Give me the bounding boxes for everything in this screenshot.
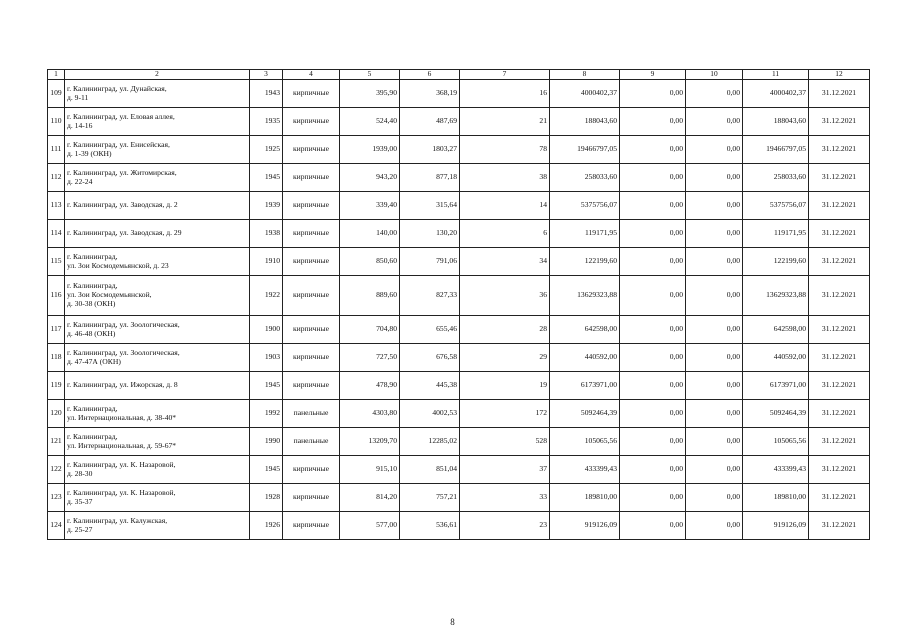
cell-wall-material: кирпичные xyxy=(283,220,340,248)
cell-wall-material: кирпичные xyxy=(283,372,340,400)
cell-col-7: 36 xyxy=(460,276,550,316)
cell-col-9: 0,00 xyxy=(620,164,686,192)
cell-row-number: 115 xyxy=(48,248,65,276)
address-line: г. Калининград, ул. К. Назаровой, xyxy=(67,487,176,497)
cell-deadline-date: 31.12.2021 xyxy=(809,80,870,108)
column-header-1: 1 xyxy=(48,70,65,80)
cell-col-8: 919126,09 xyxy=(550,512,620,540)
column-header-7: 7 xyxy=(460,70,550,80)
cell-deadline-date: 31.12.2021 xyxy=(809,248,870,276)
cell-wall-material: кирпичные xyxy=(283,80,340,108)
address-line: г. Калининград, ул. Ижорская, д. 8 xyxy=(67,380,178,390)
cell-col-9: 0,00 xyxy=(620,220,686,248)
cell-col-6: 877,18 xyxy=(400,164,460,192)
address-line: г. Калининград, ул. Зоологическая, xyxy=(67,319,180,329)
cell-col-5: 339,40 xyxy=(340,192,400,220)
cell-col-8: 642598,00 xyxy=(550,316,620,344)
address-line: г. Калининград, xyxy=(67,431,118,441)
table-row xyxy=(48,512,870,540)
address-line: д. 47-47А (ОКН) xyxy=(67,356,121,366)
cell-col-11: 642598,00 xyxy=(743,316,809,344)
cell-col-8: 258033,60 xyxy=(550,164,620,192)
cell-col-5: 727,50 xyxy=(340,344,400,372)
cell-col-7: 28 xyxy=(460,316,550,344)
cell-col-7: 23 xyxy=(460,512,550,540)
cell-col-10: 0,00 xyxy=(686,372,743,400)
cell-year-built: 1938 xyxy=(250,220,283,248)
cell-col-5: 140,00 xyxy=(340,220,400,248)
cell-col-11: 258033,60 xyxy=(743,164,809,192)
cell-wall-material: кирпичные xyxy=(283,276,340,316)
cell-deadline-date: 31.12.2021 xyxy=(809,428,870,456)
cell-col-11: 433399,43 xyxy=(743,456,809,484)
cell-wall-material: кирпичные xyxy=(283,108,340,136)
cell-wall-material: кирпичные xyxy=(283,164,340,192)
cell-col-11: 189810,00 xyxy=(743,484,809,512)
cell-col-8: 189810,00 xyxy=(550,484,620,512)
housing-table xyxy=(47,69,870,540)
cell-address xyxy=(65,456,250,484)
cell-address xyxy=(65,136,250,164)
cell-deadline-date: 31.12.2021 xyxy=(809,400,870,428)
cell-year-built: 1945 xyxy=(250,456,283,484)
address-line: д. 9-11 xyxy=(67,92,89,102)
cell-deadline-date: 31.12.2021 xyxy=(809,164,870,192)
cell-year-built: 1926 xyxy=(250,512,283,540)
table-row xyxy=(48,220,870,248)
cell-address xyxy=(65,220,250,248)
cell-row-number: 110 xyxy=(48,108,65,136)
cell-col-9: 0,00 xyxy=(620,456,686,484)
cell-wall-material: кирпичные xyxy=(283,512,340,540)
cell-row-number: 116 xyxy=(48,276,65,316)
cell-year-built: 1945 xyxy=(250,164,283,192)
cell-col-9: 0,00 xyxy=(620,428,686,456)
cell-col-8: 5375756,07 xyxy=(550,192,620,220)
cell-col-8: 105065,56 xyxy=(550,428,620,456)
cell-col-5: 13209,70 xyxy=(340,428,400,456)
address-line: г. Калининград, ул. Дунайская, xyxy=(67,83,167,93)
cell-address xyxy=(65,80,250,108)
cell-address xyxy=(65,344,250,372)
cell-wall-material: кирпичные xyxy=(283,456,340,484)
cell-row-number: 113 xyxy=(48,192,65,220)
column-header-6: 6 xyxy=(400,70,460,80)
address-line: г. Калининград, ул. К. Назаровой, xyxy=(67,459,176,469)
cell-col-7: 19 xyxy=(460,372,550,400)
cell-col-8: 122199,60 xyxy=(550,248,620,276)
address-line: ул. Зои Космодемьянской, д. 23 xyxy=(67,260,169,270)
cell-deadline-date: 31.12.2021 xyxy=(809,456,870,484)
column-header-11: 11 xyxy=(743,70,809,80)
cell-col-6: 315,64 xyxy=(400,192,460,220)
cell-col-5: 889,60 xyxy=(340,276,400,316)
cell-row-number: 112 xyxy=(48,164,65,192)
cell-col-9: 0,00 xyxy=(620,316,686,344)
table-row xyxy=(48,248,870,276)
cell-col-6: 655,46 xyxy=(400,316,460,344)
cell-wall-material: кирпичные xyxy=(283,192,340,220)
cell-col-5: 4303,80 xyxy=(340,400,400,428)
cell-col-9: 0,00 xyxy=(620,108,686,136)
cell-deadline-date: 31.12.2021 xyxy=(809,108,870,136)
cell-year-built: 1945 xyxy=(250,372,283,400)
cell-year-built: 1925 xyxy=(250,136,283,164)
cell-wall-material: панельные xyxy=(283,400,340,428)
cell-col-11: 4000402,37 xyxy=(743,80,809,108)
cell-col-10: 0,00 xyxy=(686,456,743,484)
cell-address xyxy=(65,316,250,344)
cell-address xyxy=(65,372,250,400)
column-header-9: 9 xyxy=(620,70,686,80)
address-line: ул. Интернациональная, д. 59-67* xyxy=(67,440,177,450)
table-row xyxy=(48,108,870,136)
address-line: д. 46-48 (ОКН) xyxy=(67,328,116,338)
address-line: д. 22-24 xyxy=(67,176,93,186)
cell-col-5: 524,40 xyxy=(340,108,400,136)
cell-col-10: 0,00 xyxy=(686,220,743,248)
cell-deadline-date: 31.12.2021 xyxy=(809,344,870,372)
cell-row-number: 111 xyxy=(48,136,65,164)
cell-col-6: 536,61 xyxy=(400,512,460,540)
cell-col-5: 478,90 xyxy=(340,372,400,400)
table-row xyxy=(48,136,870,164)
cell-year-built: 1935 xyxy=(250,108,283,136)
cell-col-11: 5092464,39 xyxy=(743,400,809,428)
cell-wall-material: кирпичные xyxy=(283,344,340,372)
cell-col-7: 34 xyxy=(460,248,550,276)
cell-year-built: 1990 xyxy=(250,428,283,456)
cell-col-9: 0,00 xyxy=(620,276,686,316)
cell-col-5: 704,80 xyxy=(340,316,400,344)
cell-address xyxy=(65,400,250,428)
cell-col-7: 38 xyxy=(460,164,550,192)
address-line: г. Калининград, ул. Заводская, д. 2 xyxy=(67,200,178,210)
cell-year-built: 1939 xyxy=(250,192,283,220)
cell-col-9: 0,00 xyxy=(620,80,686,108)
cell-col-6: 487,69 xyxy=(400,108,460,136)
address-line: г. Калининград, ул. Житомирская, xyxy=(67,167,177,177)
address-line: г. Калининград, ул. Заводская, д. 29 xyxy=(67,228,182,238)
cell-col-10: 0,00 xyxy=(686,276,743,316)
table-body xyxy=(48,80,870,540)
cell-year-built: 1910 xyxy=(250,248,283,276)
column-header-8: 8 xyxy=(550,70,620,80)
cell-col-11: 122199,60 xyxy=(743,248,809,276)
cell-col-11: 19466797,05 xyxy=(743,136,809,164)
cell-col-7: 29 xyxy=(460,344,550,372)
cell-col-7: 16 xyxy=(460,80,550,108)
address-line: г. Калининград, ул. Енисейская, xyxy=(67,139,170,149)
cell-year-built: 1922 xyxy=(250,276,283,316)
cell-wall-material: кирпичные xyxy=(283,248,340,276)
cell-col-10: 0,00 xyxy=(686,484,743,512)
cell-col-7: 21 xyxy=(460,108,550,136)
cell-col-10: 0,00 xyxy=(686,192,743,220)
cell-address xyxy=(65,428,250,456)
cell-col-6: 851,04 xyxy=(400,456,460,484)
table-row xyxy=(48,344,870,372)
cell-col-7: 14 xyxy=(460,192,550,220)
cell-col-10: 0,00 xyxy=(686,428,743,456)
address-line: д. 1-39 (ОКН) xyxy=(67,148,112,158)
cell-row-number: 117 xyxy=(48,316,65,344)
cell-col-7: 78 xyxy=(460,136,550,164)
cell-col-11: 6173971,00 xyxy=(743,372,809,400)
address-line: д. 28-30 xyxy=(67,468,93,478)
table-row xyxy=(48,372,870,400)
cell-col-10: 0,00 xyxy=(686,248,743,276)
table-row xyxy=(48,484,870,512)
table-row xyxy=(48,316,870,344)
cell-col-8: 433399,43 xyxy=(550,456,620,484)
cell-col-10: 0,00 xyxy=(686,316,743,344)
cell-col-5: 943,20 xyxy=(340,164,400,192)
cell-col-5: 915,10 xyxy=(340,456,400,484)
cell-row-number: 119 xyxy=(48,372,65,400)
cell-col-5: 850,60 xyxy=(340,248,400,276)
cell-year-built: 1943 xyxy=(250,80,283,108)
cell-row-number: 124 xyxy=(48,512,65,540)
cell-col-11: 13629323,88 xyxy=(743,276,809,316)
cell-row-number: 118 xyxy=(48,344,65,372)
cell-wall-material: панельные xyxy=(283,428,340,456)
cell-col-7: 172 xyxy=(460,400,550,428)
page-number: 8 xyxy=(450,617,455,627)
cell-wall-material: кирпичные xyxy=(283,136,340,164)
cell-col-10: 0,00 xyxy=(686,136,743,164)
cell-address xyxy=(65,484,250,512)
cell-year-built: 1900 xyxy=(250,316,283,344)
cell-row-number: 109 xyxy=(48,80,65,108)
column-header-4: 4 xyxy=(283,70,340,80)
cell-col-5: 1939,00 xyxy=(340,136,400,164)
column-header-10: 10 xyxy=(686,70,743,80)
cell-col-6: 4002,53 xyxy=(400,400,460,428)
cell-col-11: 919126,09 xyxy=(743,512,809,540)
cell-deadline-date: 31.12.2021 xyxy=(809,220,870,248)
cell-col-9: 0,00 xyxy=(620,248,686,276)
cell-year-built: 1903 xyxy=(250,344,283,372)
cell-col-10: 0,00 xyxy=(686,108,743,136)
cell-col-6: 12285,02 xyxy=(400,428,460,456)
cell-deadline-date: 31.12.2021 xyxy=(809,512,870,540)
cell-col-9: 0,00 xyxy=(620,400,686,428)
address-line: ул. Зои Космодемьянской, xyxy=(67,290,152,300)
cell-col-9: 0,00 xyxy=(620,512,686,540)
cell-address xyxy=(65,192,250,220)
cell-address xyxy=(65,512,250,540)
table-row xyxy=(48,400,870,428)
cell-col-5: 577,00 xyxy=(340,512,400,540)
cell-deadline-date: 31.12.2021 xyxy=(809,276,870,316)
cell-col-11: 188043,60 xyxy=(743,108,809,136)
cell-deadline-date: 31.12.2021 xyxy=(809,372,870,400)
column-header-12: 12 xyxy=(809,70,870,80)
address-line: г. Калининград, ул. Еловая аллея, xyxy=(67,111,175,121)
address-line: ул. Интернациональная, д. 38-40* xyxy=(67,412,177,422)
cell-deadline-date: 31.12.2021 xyxy=(809,136,870,164)
address-line: д. 25-27 xyxy=(67,524,93,534)
cell-row-number: 120 xyxy=(48,400,65,428)
cell-col-6: 1803,27 xyxy=(400,136,460,164)
cell-address xyxy=(65,164,250,192)
cell-col-7: 33 xyxy=(460,484,550,512)
cell-col-8: 4000402,37 xyxy=(550,80,620,108)
cell-col-6: 791,06 xyxy=(400,248,460,276)
cell-address xyxy=(65,276,250,316)
cell-col-8: 19466797,05 xyxy=(550,136,620,164)
cell-col-9: 0,00 xyxy=(620,192,686,220)
cell-col-11: 440592,00 xyxy=(743,344,809,372)
cell-col-8: 6173971,00 xyxy=(550,372,620,400)
table-row xyxy=(48,80,870,108)
cell-col-10: 0,00 xyxy=(686,344,743,372)
cell-deadline-date: 31.12.2021 xyxy=(809,316,870,344)
column-header-3: 3 xyxy=(250,70,283,80)
cell-col-9: 0,00 xyxy=(620,372,686,400)
cell-col-7: 37 xyxy=(460,456,550,484)
cell-address xyxy=(65,108,250,136)
cell-col-7: 528 xyxy=(460,428,550,456)
cell-col-6: 827,33 xyxy=(400,276,460,316)
cell-address xyxy=(65,248,250,276)
cell-col-8: 5092464,39 xyxy=(550,400,620,428)
header-row xyxy=(48,70,870,80)
cell-year-built: 1928 xyxy=(250,484,283,512)
cell-col-9: 0,00 xyxy=(620,136,686,164)
address-line: г. Калининград, ул. Зоологическая, xyxy=(67,347,180,357)
cell-row-number: 123 xyxy=(48,484,65,512)
address-line: г. Калининград, xyxy=(67,403,118,413)
address-line: г. Калининград, xyxy=(67,251,118,261)
table-row xyxy=(48,456,870,484)
cell-col-10: 0,00 xyxy=(686,80,743,108)
address-line: г. Калининград, ул. Калужская, xyxy=(67,515,168,525)
cell-col-6: 676,58 xyxy=(400,344,460,372)
cell-col-11: 5375756,07 xyxy=(743,192,809,220)
cell-col-6: 445,38 xyxy=(400,372,460,400)
cell-deadline-date: 31.12.2021 xyxy=(809,192,870,220)
cell-wall-material: кирпичные xyxy=(283,316,340,344)
cell-col-6: 368,19 xyxy=(400,80,460,108)
cell-col-8: 188043,60 xyxy=(550,108,620,136)
address-line: д. 35-37 xyxy=(67,496,93,506)
cell-col-8: 13629323,88 xyxy=(550,276,620,316)
cell-col-11: 105065,56 xyxy=(743,428,809,456)
cell-row-number: 122 xyxy=(48,456,65,484)
cell-wall-material: кирпичные xyxy=(283,484,340,512)
address-line: д. 14-16 xyxy=(67,120,93,130)
cell-col-5: 395,90 xyxy=(340,80,400,108)
cell-col-8: 119171,95 xyxy=(550,220,620,248)
cell-col-10: 0,00 xyxy=(686,512,743,540)
cell-col-6: 130,20 xyxy=(400,220,460,248)
table-row xyxy=(48,192,870,220)
cell-year-built: 1992 xyxy=(250,400,283,428)
address-line: д. 30-38 (ОКН) xyxy=(67,298,116,308)
table-row xyxy=(48,276,870,316)
address-line: г. Калининград, xyxy=(67,281,118,291)
cell-col-7: 6 xyxy=(460,220,550,248)
cell-col-9: 0,00 xyxy=(620,484,686,512)
column-header-2: 2 xyxy=(65,70,250,80)
table-row xyxy=(48,428,870,456)
cell-row-number: 114 xyxy=(48,220,65,248)
table-row xyxy=(48,164,870,192)
cell-col-11: 119171,95 xyxy=(743,220,809,248)
cell-col-10: 0,00 xyxy=(686,164,743,192)
cell-deadline-date: 31.12.2021 xyxy=(809,484,870,512)
column-header-5: 5 xyxy=(340,70,400,80)
cell-col-10: 0,00 xyxy=(686,400,743,428)
cell-row-number: 121 xyxy=(48,428,65,456)
cell-col-6: 757,21 xyxy=(400,484,460,512)
cell-col-9: 0,00 xyxy=(620,344,686,372)
cell-col-5: 814,20 xyxy=(340,484,400,512)
cell-col-8: 440592,00 xyxy=(550,344,620,372)
